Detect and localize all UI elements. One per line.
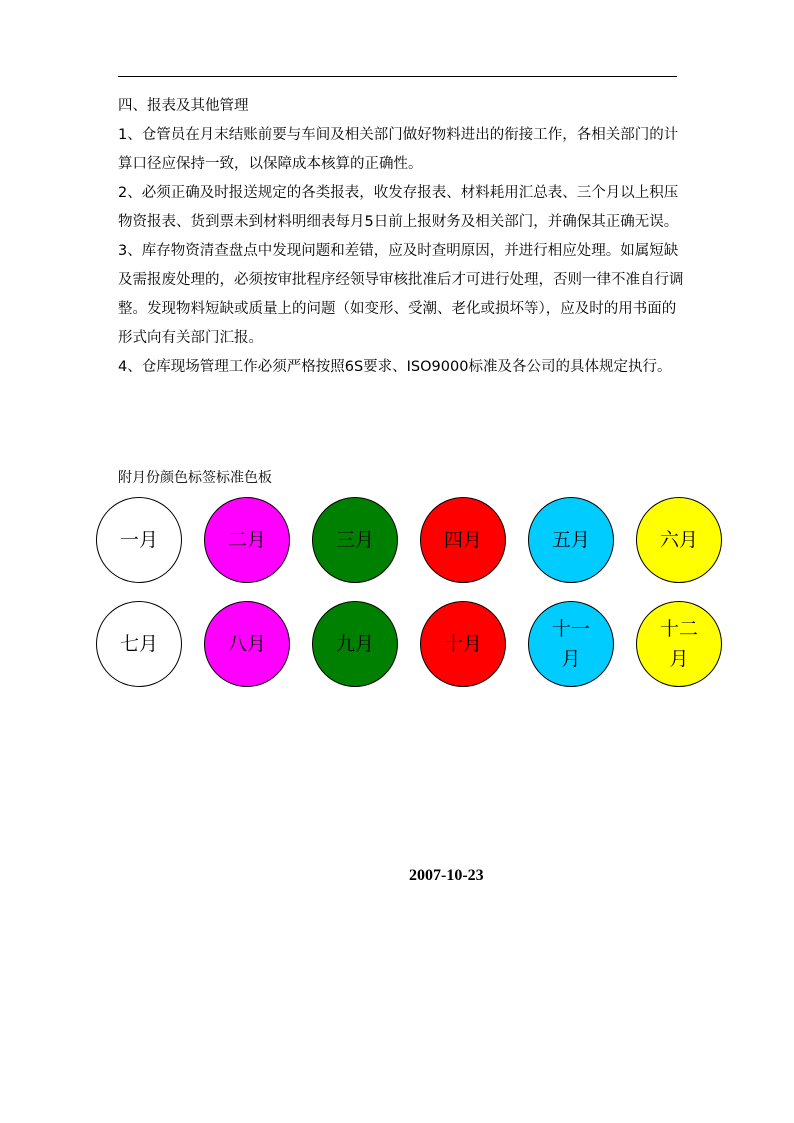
paragraph-4: 4、仓库现场管理工作必须严格按照6S要求、ISO9000标准及各公司的具体规定执行。	[118, 359, 672, 375]
month-circle-10	[420, 601, 506, 687]
month-circle-12	[636, 601, 722, 687]
paragraph-1: 1、仓管员在月末结账前要与车间及相关部门做好物料进出的衔接工作，各相关部门的计算口径应保持一致，以保障成本核算的正确性。	[118, 127, 679, 172]
month-label: 七月	[119, 633, 158, 655]
month-label: 十二月	[659, 618, 698, 670]
color-chart-caption: 附月份颜色标签标准色板	[118, 470, 272, 486]
paragraph-3: 3、库存物资清查盘点中发现问题和差错，应及时查明原因，并进行相应处理。如属短缺及需报废处理的，必须按审批程序经领导审核批准后才可进行处理，否则一律不准自行调整。发现物料短缺或质量上的问题（如变形、受潮、老化或损坏等），应及时的用书面的形式向有关部门汇报。	[118, 243, 684, 346]
month-circle-11	[528, 601, 614, 687]
month-label: 九月	[335, 633, 374, 655]
month-label: 五月	[551, 529, 590, 551]
document-date: 2007-10-23	[409, 867, 484, 884]
month-circle-7	[96, 601, 182, 687]
paragraph-2: 2、必须正确及时报送规定的各类报表，收发存报表、材料耗用汇总表、三个月以上积压物资报表、货到票未到材料明细表每月5日前上报财务及相关部门，并确保其正确无误。	[118, 185, 679, 230]
month-circle-3	[312, 497, 398, 583]
month-label: 四月	[443, 529, 482, 551]
month-circle-1	[96, 497, 182, 583]
month-label: 六月	[659, 529, 698, 551]
month-circle-9	[312, 601, 398, 687]
month-label: 十月	[443, 633, 482, 655]
month-circle-5	[528, 497, 614, 583]
month-circle-4	[420, 497, 506, 583]
month-label: 三月	[335, 529, 374, 551]
month-circle-2	[204, 497, 290, 583]
month-circle-6	[636, 497, 722, 583]
document-body	[118, 92, 684, 382]
header-rule	[118, 76, 677, 77]
month-label: 一月	[119, 529, 158, 551]
month-label: 八月	[227, 633, 266, 655]
month-label: 十一月	[551, 618, 590, 670]
month-circle-8	[204, 601, 290, 687]
section-title: 四、报表及其他管理	[118, 98, 249, 114]
month-label: 二月	[227, 529, 266, 551]
